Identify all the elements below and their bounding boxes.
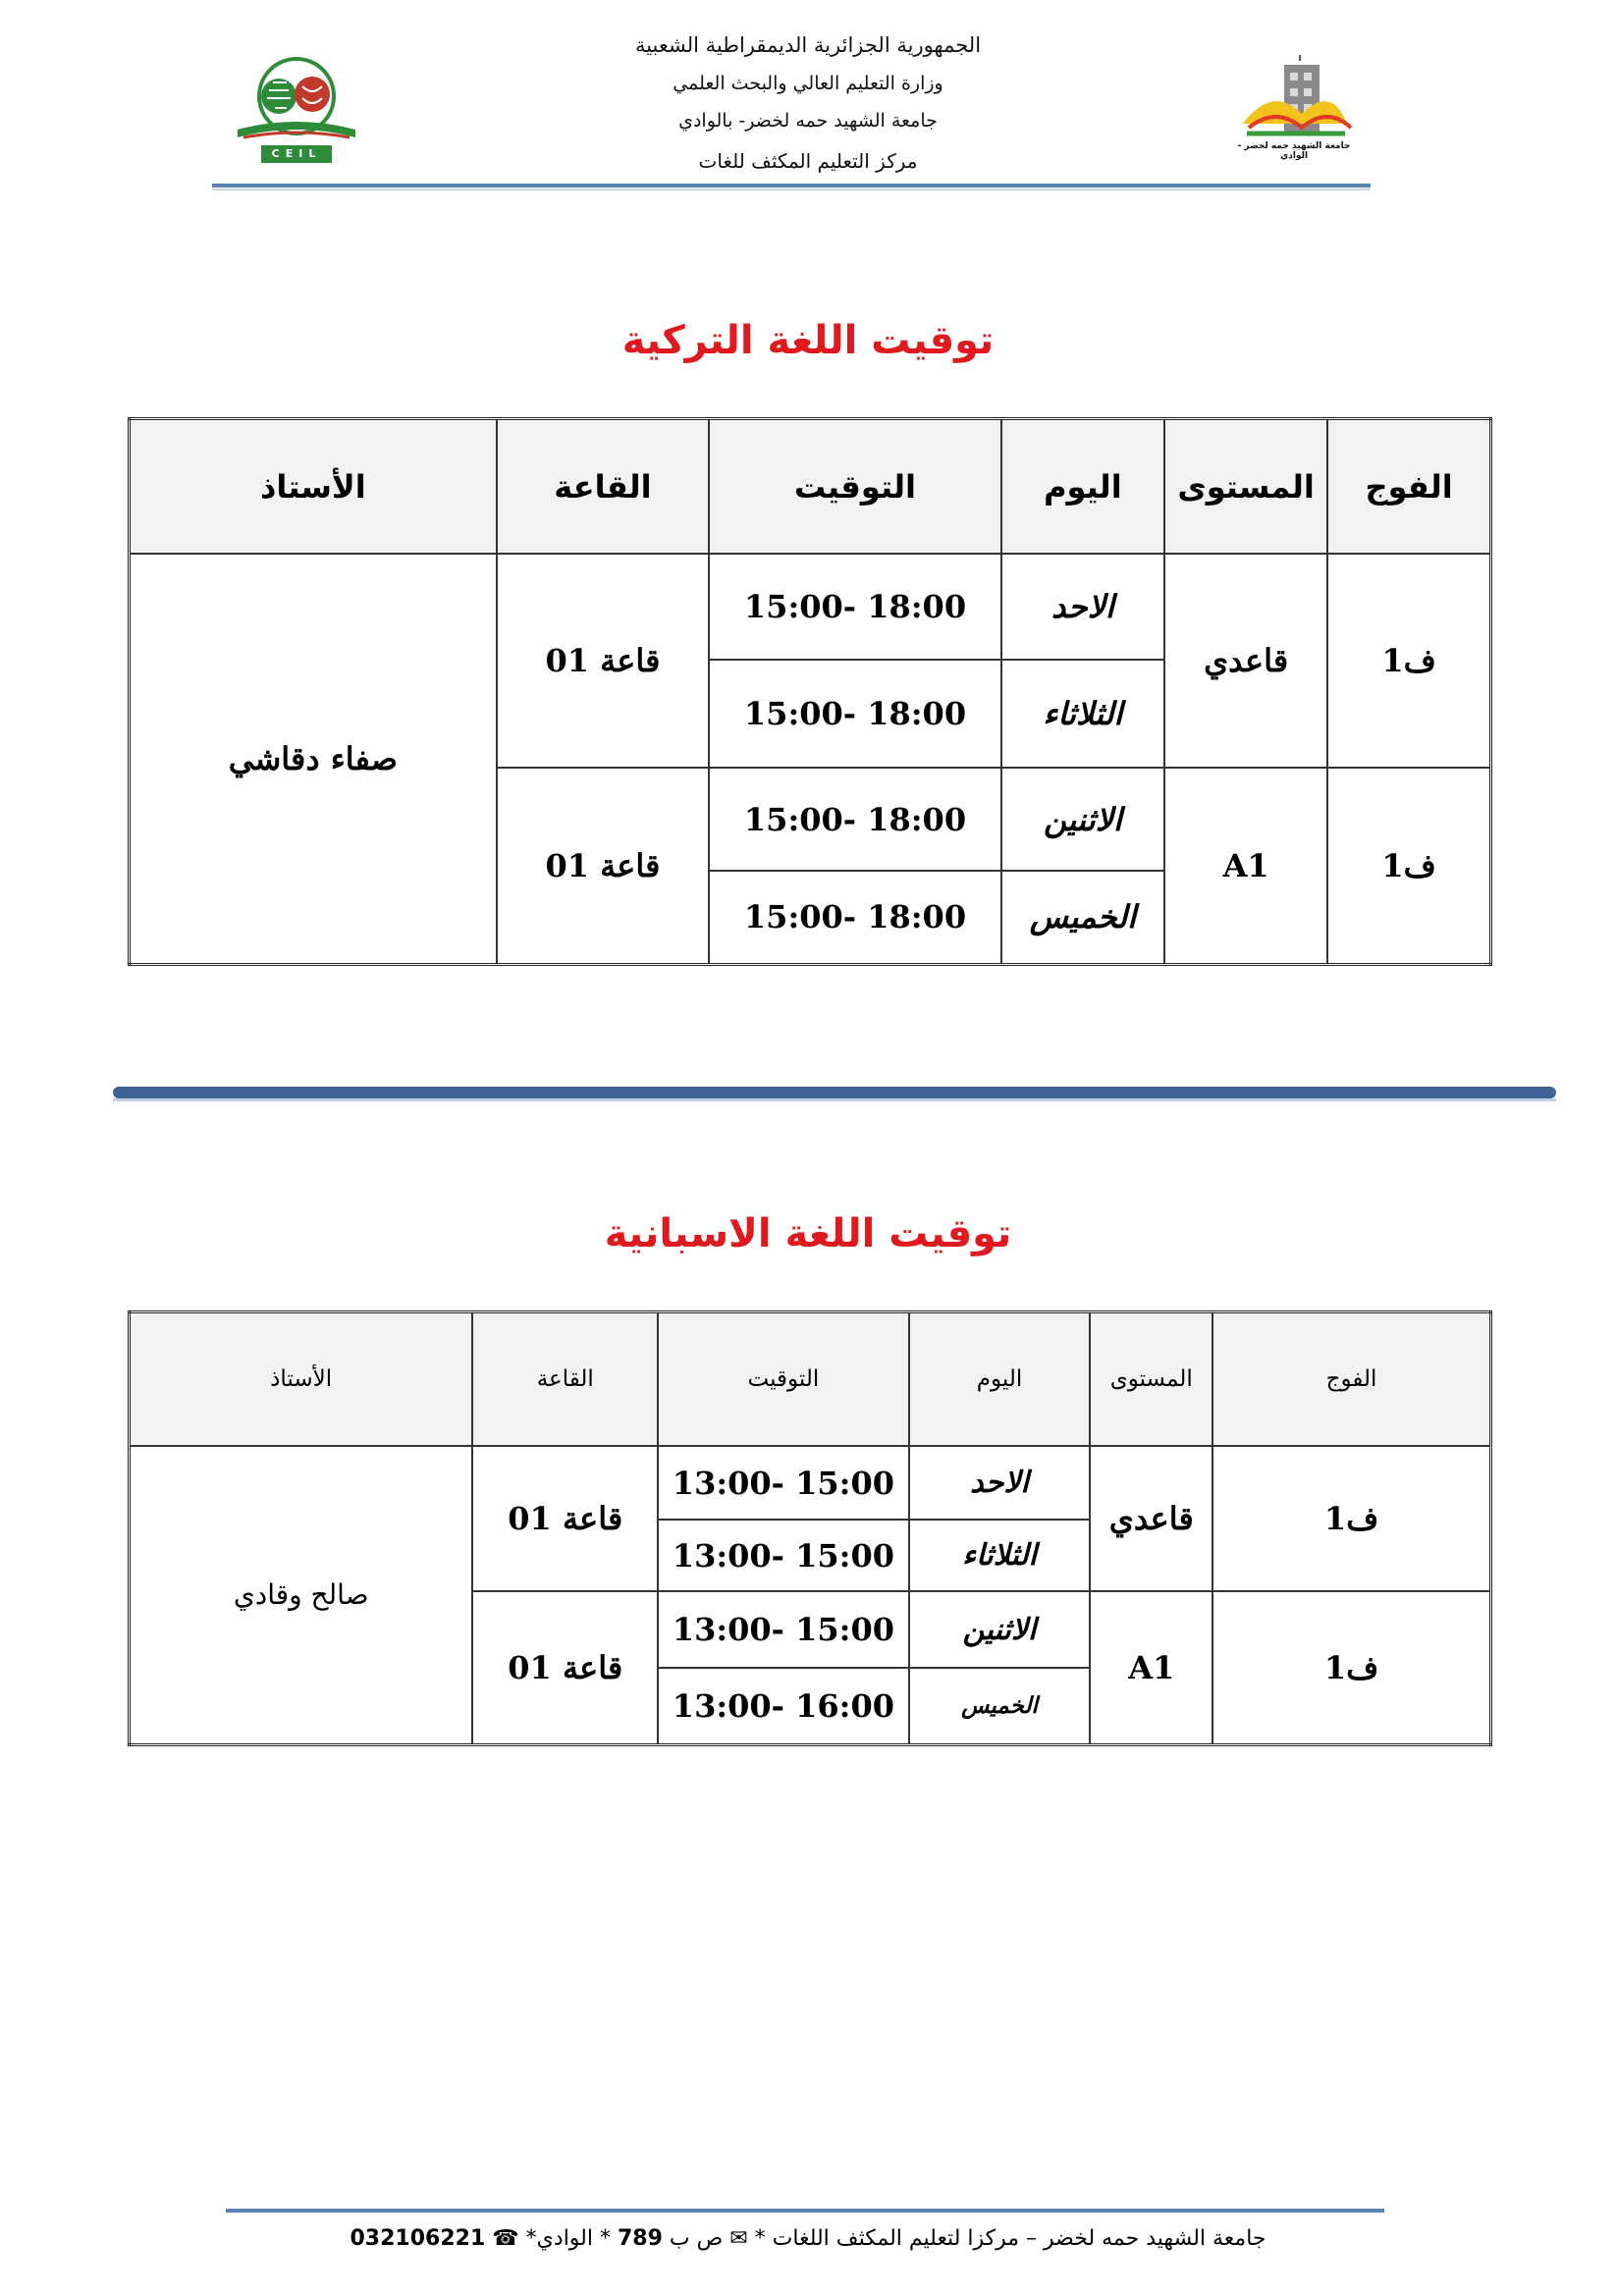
col-time: التوقيت [709,419,1001,555]
level-cell: قاعدي [1164,554,1327,768]
university-logo [1235,55,1353,165]
university-logo-text: جامعة الشهيد حمه لخضر - الوادي [1237,141,1351,161]
col-teacher: الأستاذ [130,1312,473,1447]
day-cell: الاثنين [1001,768,1164,871]
footer-rule [226,2209,1384,2213]
table-row [130,1446,1491,1520]
section-separator [113,1087,1556,1098]
footer-po: ص ب [669,2226,724,2251]
group-cell: ف1 [1212,1591,1490,1744]
time-cell: 15:00- 18:00 [709,660,1001,768]
day-cell: الخميس [1001,871,1164,964]
footer [0,2226,1616,2251]
time-cell: 13:00- 15:00 [658,1520,908,1591]
day-cell: الاثنين [909,1591,1091,1668]
col-level: المستوى [1164,419,1327,555]
header-ministry: وزارة التعليم العالي والبحث العلمي [673,73,943,94]
ceil-logo [218,51,375,169]
table-header-row [130,419,1491,555]
teacher-cell: صالح وقادي [130,1446,473,1744]
turkish-title: توقيت اللغة التركية [621,318,995,363]
footer-star: * [747,2226,766,2251]
col-group: الفوج [1327,419,1490,555]
day-cell: الاحد [1001,554,1164,660]
time-cell: 13:00- 16:00 [658,1668,908,1744]
col-teacher: الأستاذ [130,419,497,555]
header-rule [212,184,1371,187]
footer-po-number: 789 [617,2226,663,2251]
day-cell: الخميس [909,1668,1091,1744]
footer-text: جامعة الشهيد حمه لخضر – مركزا لتعليم المكثف اللغات [772,2226,1266,2251]
group-cell: ف1 [1327,554,1490,768]
day-cell: الثلاثاء [909,1520,1091,1591]
day-cell: الثلاثاء [1001,660,1164,768]
turkish-schedule-table [128,417,1492,966]
header-center: مركز التعليم المكثف للغات [698,149,918,173]
time-cell: 15:00- 18:00 [709,768,1001,871]
footer-phone: 032106221 [350,2226,486,2251]
spanish-schedule-table [128,1310,1492,1746]
footer-city: الوادي* [525,2226,593,2251]
col-time: التوقيت [658,1312,908,1447]
time-cell: 15:00- 18:00 [709,871,1001,964]
level-cell: قاعدي [1090,1446,1212,1591]
col-room: القاعة [472,1312,658,1447]
section-separator-shadow [113,1098,1556,1101]
time-cell: 13:00- 15:00 [658,1591,908,1668]
level-cell: A1 [1164,768,1327,964]
room-cell: قاعة 01 [472,1591,658,1744]
col-day: اليوم [1001,419,1164,555]
group-cell: ف1 [1327,768,1490,964]
time-cell: 15:00- 18:00 [709,554,1001,660]
col-group: الفوج [1212,1312,1490,1447]
ceil-logo-text: CEIL [271,147,322,160]
col-level: المستوى [1090,1312,1212,1447]
header-rule-shadow [212,188,1371,190]
room-cell: قاعة 01 [472,1446,658,1591]
table-header-row [130,1312,1491,1447]
day-cell: الاحد [909,1446,1091,1520]
group-cell: ف1 [1212,1446,1490,1591]
header-university: جامعة الشهيد حمه لخضر- بالوادي [678,110,938,132]
col-day: اليوم [909,1312,1091,1447]
room-cell: قاعة 01 [497,554,710,768]
footer-star-2: * [592,2226,611,2251]
phone-icon: ☎ [485,2226,519,2251]
header-republic: الجمهورية الجزائرية الديمقراطية الشعبية [634,33,982,57]
table-row [130,554,1491,660]
teacher-cell: صفاء دقاشي [130,554,497,964]
time-cell: 13:00- 15:00 [658,1446,908,1520]
level-cell: A1 [1090,1591,1212,1744]
room-cell: قاعة 01 [497,768,710,964]
mail-icon: ✉ [729,2226,748,2251]
col-room: القاعة [497,419,710,555]
spanish-title: توقيت اللغة الاسبانية [604,1211,1012,1256]
